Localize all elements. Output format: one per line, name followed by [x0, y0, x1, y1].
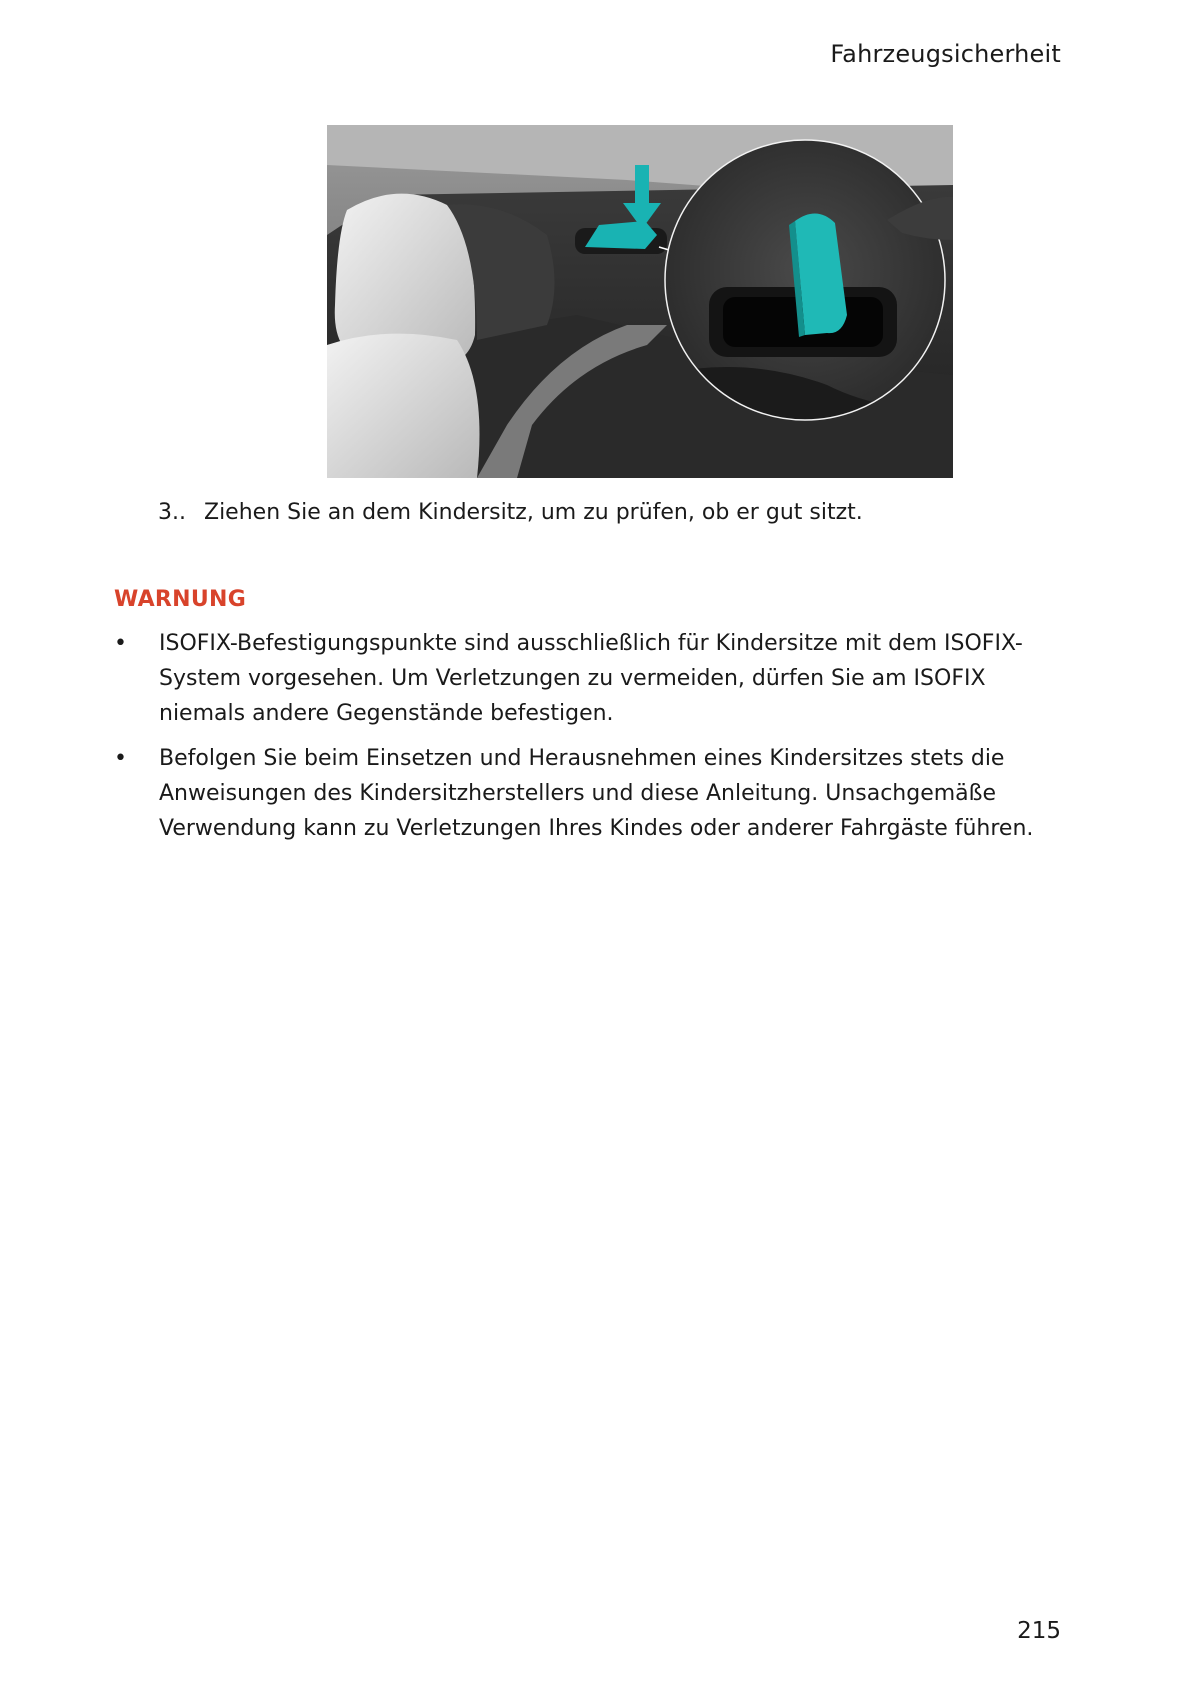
warning-item — [114, 626, 1076, 731]
page-number: 215 — [1017, 1618, 1061, 1644]
step-number: 3.. — [158, 500, 186, 525]
isofix-illustration — [327, 125, 953, 478]
running-header: Fahrzeugsicherheit — [830, 40, 1061, 68]
bullet-icon: • — [114, 746, 127, 771]
warning-list — [114, 626, 1076, 856]
warning-title: WARNUNG — [114, 587, 247, 612]
step-text: Ziehen Sie an dem Kindersitz, um zu prüfen, ob er gut sitzt. — [204, 500, 863, 525]
warning-item-text: Befolgen Sie beim Einsetzen und Herausnehmen eines Kindersitzes stets die Anweisungen des Kindersitzherstellers und diese Anleitung. Unsachgemäße Verwendung kann zu Verletzungen Ihres Kindes oder anderer Fahrgäste führen. — [159, 746, 1034, 841]
step-3 — [158, 500, 863, 525]
warning-item-text: ISOFIX-Befestigungspunkte sind ausschließlich für Kindersitze mit dem ISOFIX-System vorgesehen. Um Verletzungen zu vermeiden, dürfen Sie am ISOFIX niemals andere Gegenstände befestigen. — [159, 631, 1023, 726]
bullet-icon: • — [114, 631, 127, 656]
warning-item — [114, 741, 1076, 846]
